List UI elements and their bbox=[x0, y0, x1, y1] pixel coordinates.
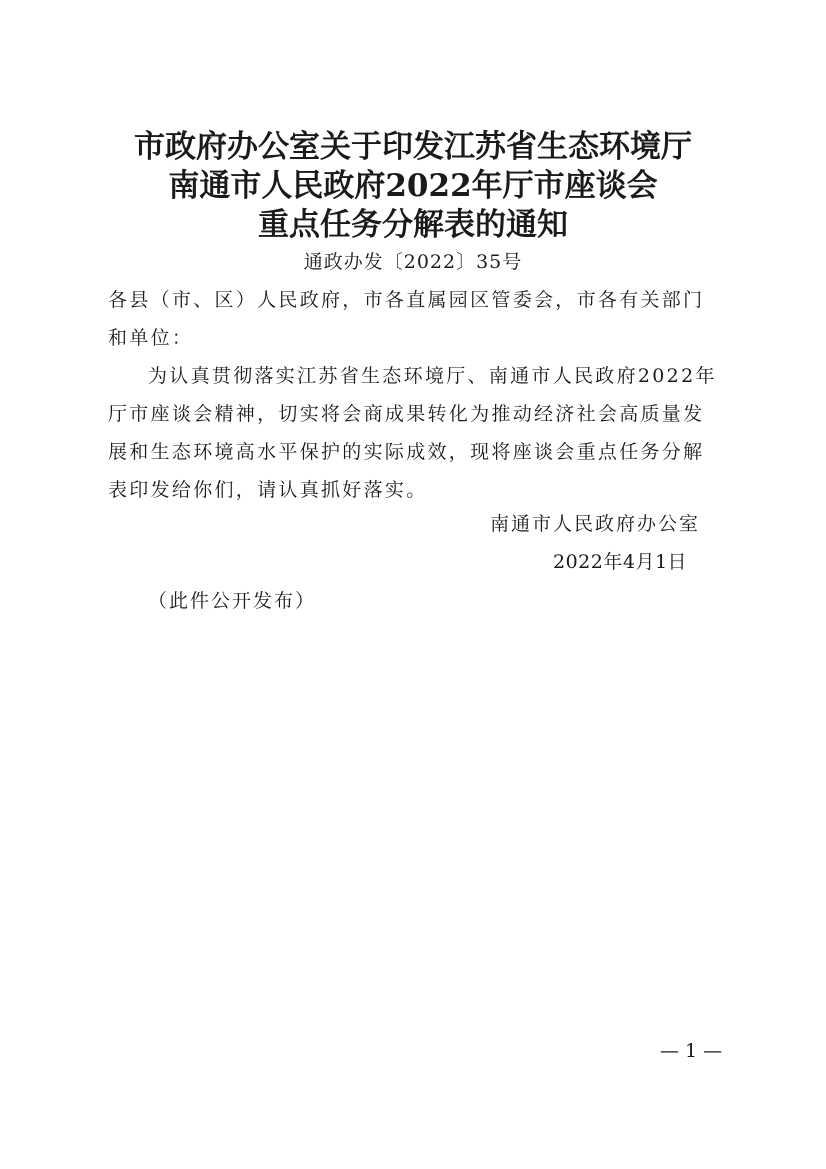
body-line-3: 展和生态环境高水平保护的实际成效，现将座谈会重点任务分解 bbox=[108, 441, 705, 463]
body-line-4: 表印发给你们，请认真抓好落实。 bbox=[108, 479, 428, 501]
document-title-line-2: 南通市人民政府2022年厅市座谈会 bbox=[168, 168, 658, 204]
body-line-1: 为认真贯彻落实江苏省生态环境厅、南通市人民政府2022年 bbox=[148, 365, 717, 387]
addressee-line-2: 和单位： bbox=[108, 327, 194, 349]
document-title-line-3: 重点任务分解表的通知 bbox=[258, 207, 568, 243]
signer: 南通市人民政府办公室 bbox=[490, 513, 701, 535]
addressee-line-1: 各县（市、区）人民政府，市各直属园区管委会，市各有关部门 bbox=[108, 289, 705, 311]
page-number: — 1 — bbox=[660, 1040, 723, 1062]
document-date: 2022年4月1日 bbox=[553, 551, 688, 573]
document-title-line-1: 市政府办公室关于印发江苏省生态环境厅 bbox=[134, 129, 692, 165]
body-line-2: 厅市座谈会精神，切实将会商成果转化为推动经济社会高质量发 bbox=[108, 403, 705, 425]
document-number: 通政办发〔2022〕35号 bbox=[303, 251, 523, 273]
publish-note: （此件公开发布） bbox=[148, 590, 317, 612]
